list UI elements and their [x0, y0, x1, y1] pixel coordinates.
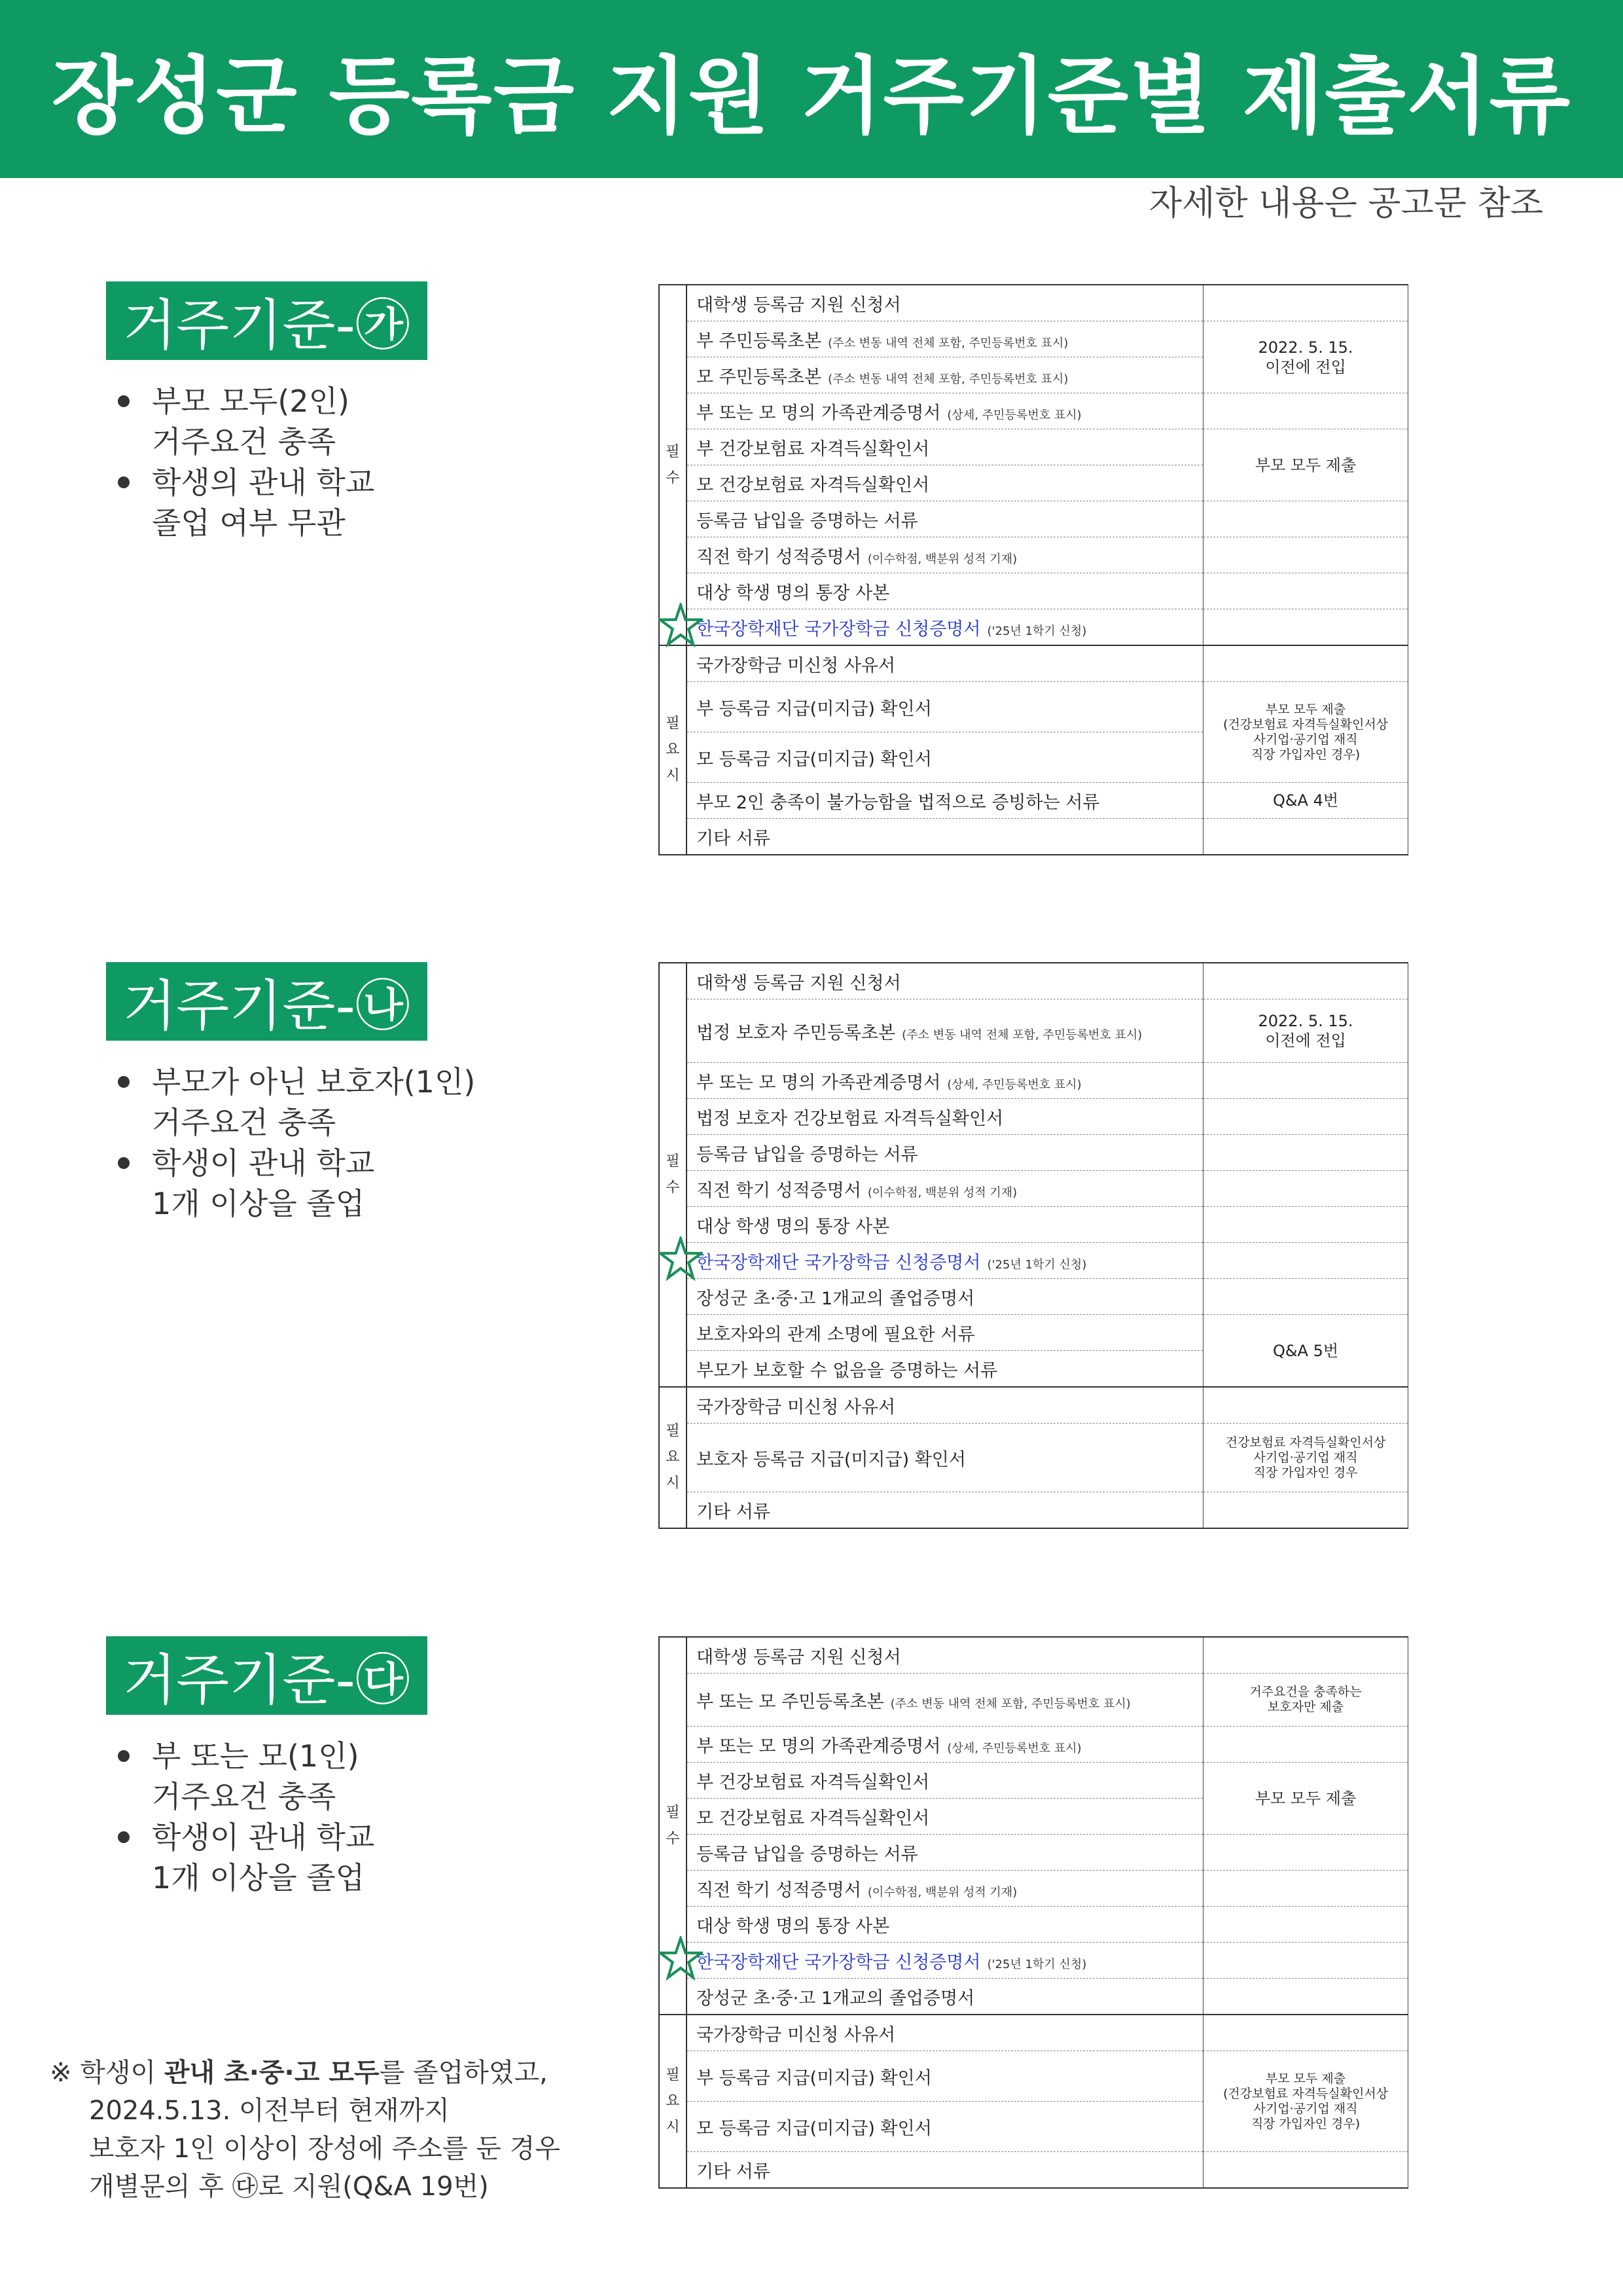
footnote-line: 2024.5.13. 이전부터 현재까지	[89, 2096, 450, 2126]
group-required-label: 필 수	[659, 285, 687, 645]
doc-row: 국가장학금 미신청 사유서	[687, 1387, 1204, 1424]
doc-row: 법정 보호자 건강보험료 자격득실확인서	[687, 1099, 1204, 1135]
doc-row: 모 건강보험료 자격득실확인서	[687, 1799, 1204, 1835]
doc-note: 2022. 5. 15. 이전에 전입	[1204, 999, 1408, 1063]
group-required-label: 필 수	[659, 1637, 687, 2015]
page-title: 장성군 등록금 지원 거주기준별 제출서류	[51, 48, 1572, 145]
doc-row: 대상 학생 명의 통장 사본	[687, 1207, 1204, 1243]
group-optional-label: 필 요 시	[659, 2015, 687, 2188]
doc-note: 2022. 5. 15. 이전에 전입	[1204, 321, 1408, 393]
doc-row: 대학생 등록금 지원 신청서	[687, 963, 1204, 999]
criteria-item: 학생의 관내 학교 졸업 여부 무관	[115, 462, 374, 543]
doc-row: 대상 학생 명의 통장 사본	[687, 573, 1204, 609]
doc-note: 거주요건을 충족하는 보호자만 제출	[1204, 1674, 1408, 1727]
doc-row: 모 주민등록초본 (주소 변동 내역 전체 포함, 주민등록번호 표시)	[687, 357, 1204, 393]
documents-table	[658, 284, 1408, 855]
doc-row: 부 건강보험료 자격득실확인서	[687, 429, 1204, 465]
page-subtitle: 자세한 내용은 공고문 참조	[1149, 184, 1543, 223]
doc-note: Q&A 5번	[1204, 1315, 1408, 1388]
doc-row: 부 등록금 지급(미지급) 확인서	[687, 2051, 1204, 2102]
group-optional-label: 필 요 시	[659, 1387, 687, 1528]
section-badge: 거주기준-㉯	[106, 962, 427, 1041]
doc-row-highlight: 한국장학재단 국가장학금 신청증명서 ('25년 1학기 신청)	[687, 1943, 1204, 1979]
doc-row: 국가장학금 미신청 사유서	[687, 2015, 1204, 2051]
criteria-item: 학생이 관내 학교 1개 이상을 졸업	[115, 1817, 374, 1898]
criteria-item: 부모가 아닌 보호자(1인) 거주요건 충족	[115, 1062, 475, 1143]
section-badge: 거주기준-㉮	[106, 281, 427, 360]
doc-row: 부 주민등록초본 (주소 변동 내역 전체 포함, 주민등록번호 표시)	[687, 321, 1204, 357]
footnote	[50, 2054, 560, 2206]
footnote-line: ※ 학생이 관내 초·중·고 모두를 졸업하였고,	[50, 2058, 548, 2088]
doc-row: 대학생 등록금 지원 신청서	[687, 285, 1204, 321]
doc-row: 직전 학기 성적증명서 (이수학점, 백분위 성적 기재)	[687, 1171, 1204, 1207]
doc-row: 등록금 납입을 증명하는 서류	[687, 501, 1204, 537]
doc-row-highlight: 한국장학재단 국가장학금 신청증명서 ('25년 1학기 신청)	[687, 609, 1204, 646]
doc-row: 모 등록금 지급(미지급) 확인서	[687, 732, 1204, 783]
doc-row: 부모가 보호할 수 없음을 증명하는 서류	[687, 1351, 1204, 1388]
doc-row: 모 등록금 지급(미지급) 확인서	[687, 2102, 1204, 2152]
footnote-line: 개별문의 후 ㉰로 지원(Q&A 19번)	[89, 2172, 489, 2202]
footnote-line: 보호자 1인 이상이 장성에 주소를 둔 경우	[89, 2134, 560, 2164]
doc-note: 부모 모두 제출 (건강보험료 자격득실확인서상 사기업·공기업 재직 직장 가입자인 경우)	[1204, 682, 1408, 783]
doc-row: 장성군 초·중·고 1개교의 졸업증명서	[687, 1279, 1204, 1315]
doc-note: 건강보험료 자격득실확인서상 사기업·공기업 재직 직장 가입자인 경우	[1204, 1424, 1408, 1492]
documents-table	[658, 1636, 1408, 2189]
criteria-item: 학생이 관내 학교 1개 이상을 졸업	[115, 1143, 475, 1224]
criteria-list	[115, 1736, 374, 1898]
criteria-item: 부 또는 모(1인) 거주요건 충족	[115, 1736, 374, 1817]
doc-row: 기타 서류	[687, 1492, 1204, 1529]
doc-row: 보호자 등록금 지급(미지급) 확인서	[687, 1424, 1204, 1492]
doc-row: 등록금 납입을 증명하는 서류	[687, 1835, 1204, 1871]
doc-row-highlight: 한국장학재단 국가장학금 신청증명서 ('25년 1학기 신청)	[687, 1243, 1204, 1279]
doc-row: 부 건강보험료 자격득실확인서	[687, 1763, 1204, 1799]
doc-row: 국가장학금 미신청 사유서	[687, 645, 1204, 682]
doc-row: 부 또는 모 주민등록초본 (주소 변동 내역 전체 포함, 주민등록번호 표시)	[687, 1674, 1204, 1727]
criteria-list	[115, 1062, 475, 1224]
criteria-list	[115, 381, 374, 543]
group-optional-label: 필 요 시	[659, 645, 687, 855]
doc-row: 부 또는 모 명의 가족관계증명서 (상세, 주민등록번호 표시)	[687, 1727, 1204, 1763]
doc-row: 등록금 납입을 증명하는 서류	[687, 1135, 1204, 1171]
doc-row: 직전 학기 성적증명서 (이수학점, 백분위 성적 기재)	[687, 1871, 1204, 1907]
documents-table	[658, 962, 1408, 1529]
title-banner	[0, 0, 1623, 178]
section-badge: 거주기준-㉰	[106, 1636, 427, 1715]
group-required-label: 필 수	[659, 963, 687, 1387]
doc-row: 장성군 초·중·고 1개교의 졸업증명서	[687, 1979, 1204, 2015]
doc-row: 법정 보호자 주민등록초본 (주소 변동 내역 전체 포함, 주민등록번호 표시)	[687, 999, 1204, 1063]
star-mark-icon	[658, 603, 703, 647]
doc-row: 대상 학생 명의 통장 사본	[687, 1907, 1204, 1943]
doc-note: 부모 모두 제출	[1204, 1763, 1408, 1835]
star-mark-icon	[658, 1236, 703, 1281]
doc-row: 모 건강보험료 자격득실확인서	[687, 465, 1204, 501]
doc-row: 부 또는 모 명의 가족관계증명서 (상세, 주민등록번호 표시)	[687, 393, 1204, 429]
doc-note: 부모 모두 제출	[1204, 429, 1408, 501]
star-mark-icon	[658, 1936, 703, 1981]
doc-row: 부모 2인 충족이 불가능함을 법적으로 증빙하는 서류	[687, 783, 1204, 819]
doc-row: 부 등록금 지급(미지급) 확인서	[687, 682, 1204, 732]
doc-note: 부모 모두 제출 (건강보험료 자격득실확인서상 사기업·공기업 재직 직장 가입자인 경우)	[1204, 2051, 1408, 2152]
doc-row: 보호자와의 관계 소명에 필요한 서류	[687, 1315, 1204, 1351]
doc-note: Q&A 4번	[1204, 783, 1408, 819]
doc-row: 직전 학기 성적증명서 (이수학점, 백분위 성적 기재)	[687, 537, 1204, 573]
doc-row: 부 또는 모 명의 가족관계증명서 (상세, 주민등록번호 표시)	[687, 1063, 1204, 1099]
doc-row: 대학생 등록금 지원 신청서	[687, 1637, 1204, 1674]
doc-row: 기타 서류	[687, 819, 1204, 855]
doc-row: 기타 서류	[687, 2152, 1204, 2189]
criteria-item: 부모 모두(2인) 거주요건 충족	[115, 381, 374, 462]
